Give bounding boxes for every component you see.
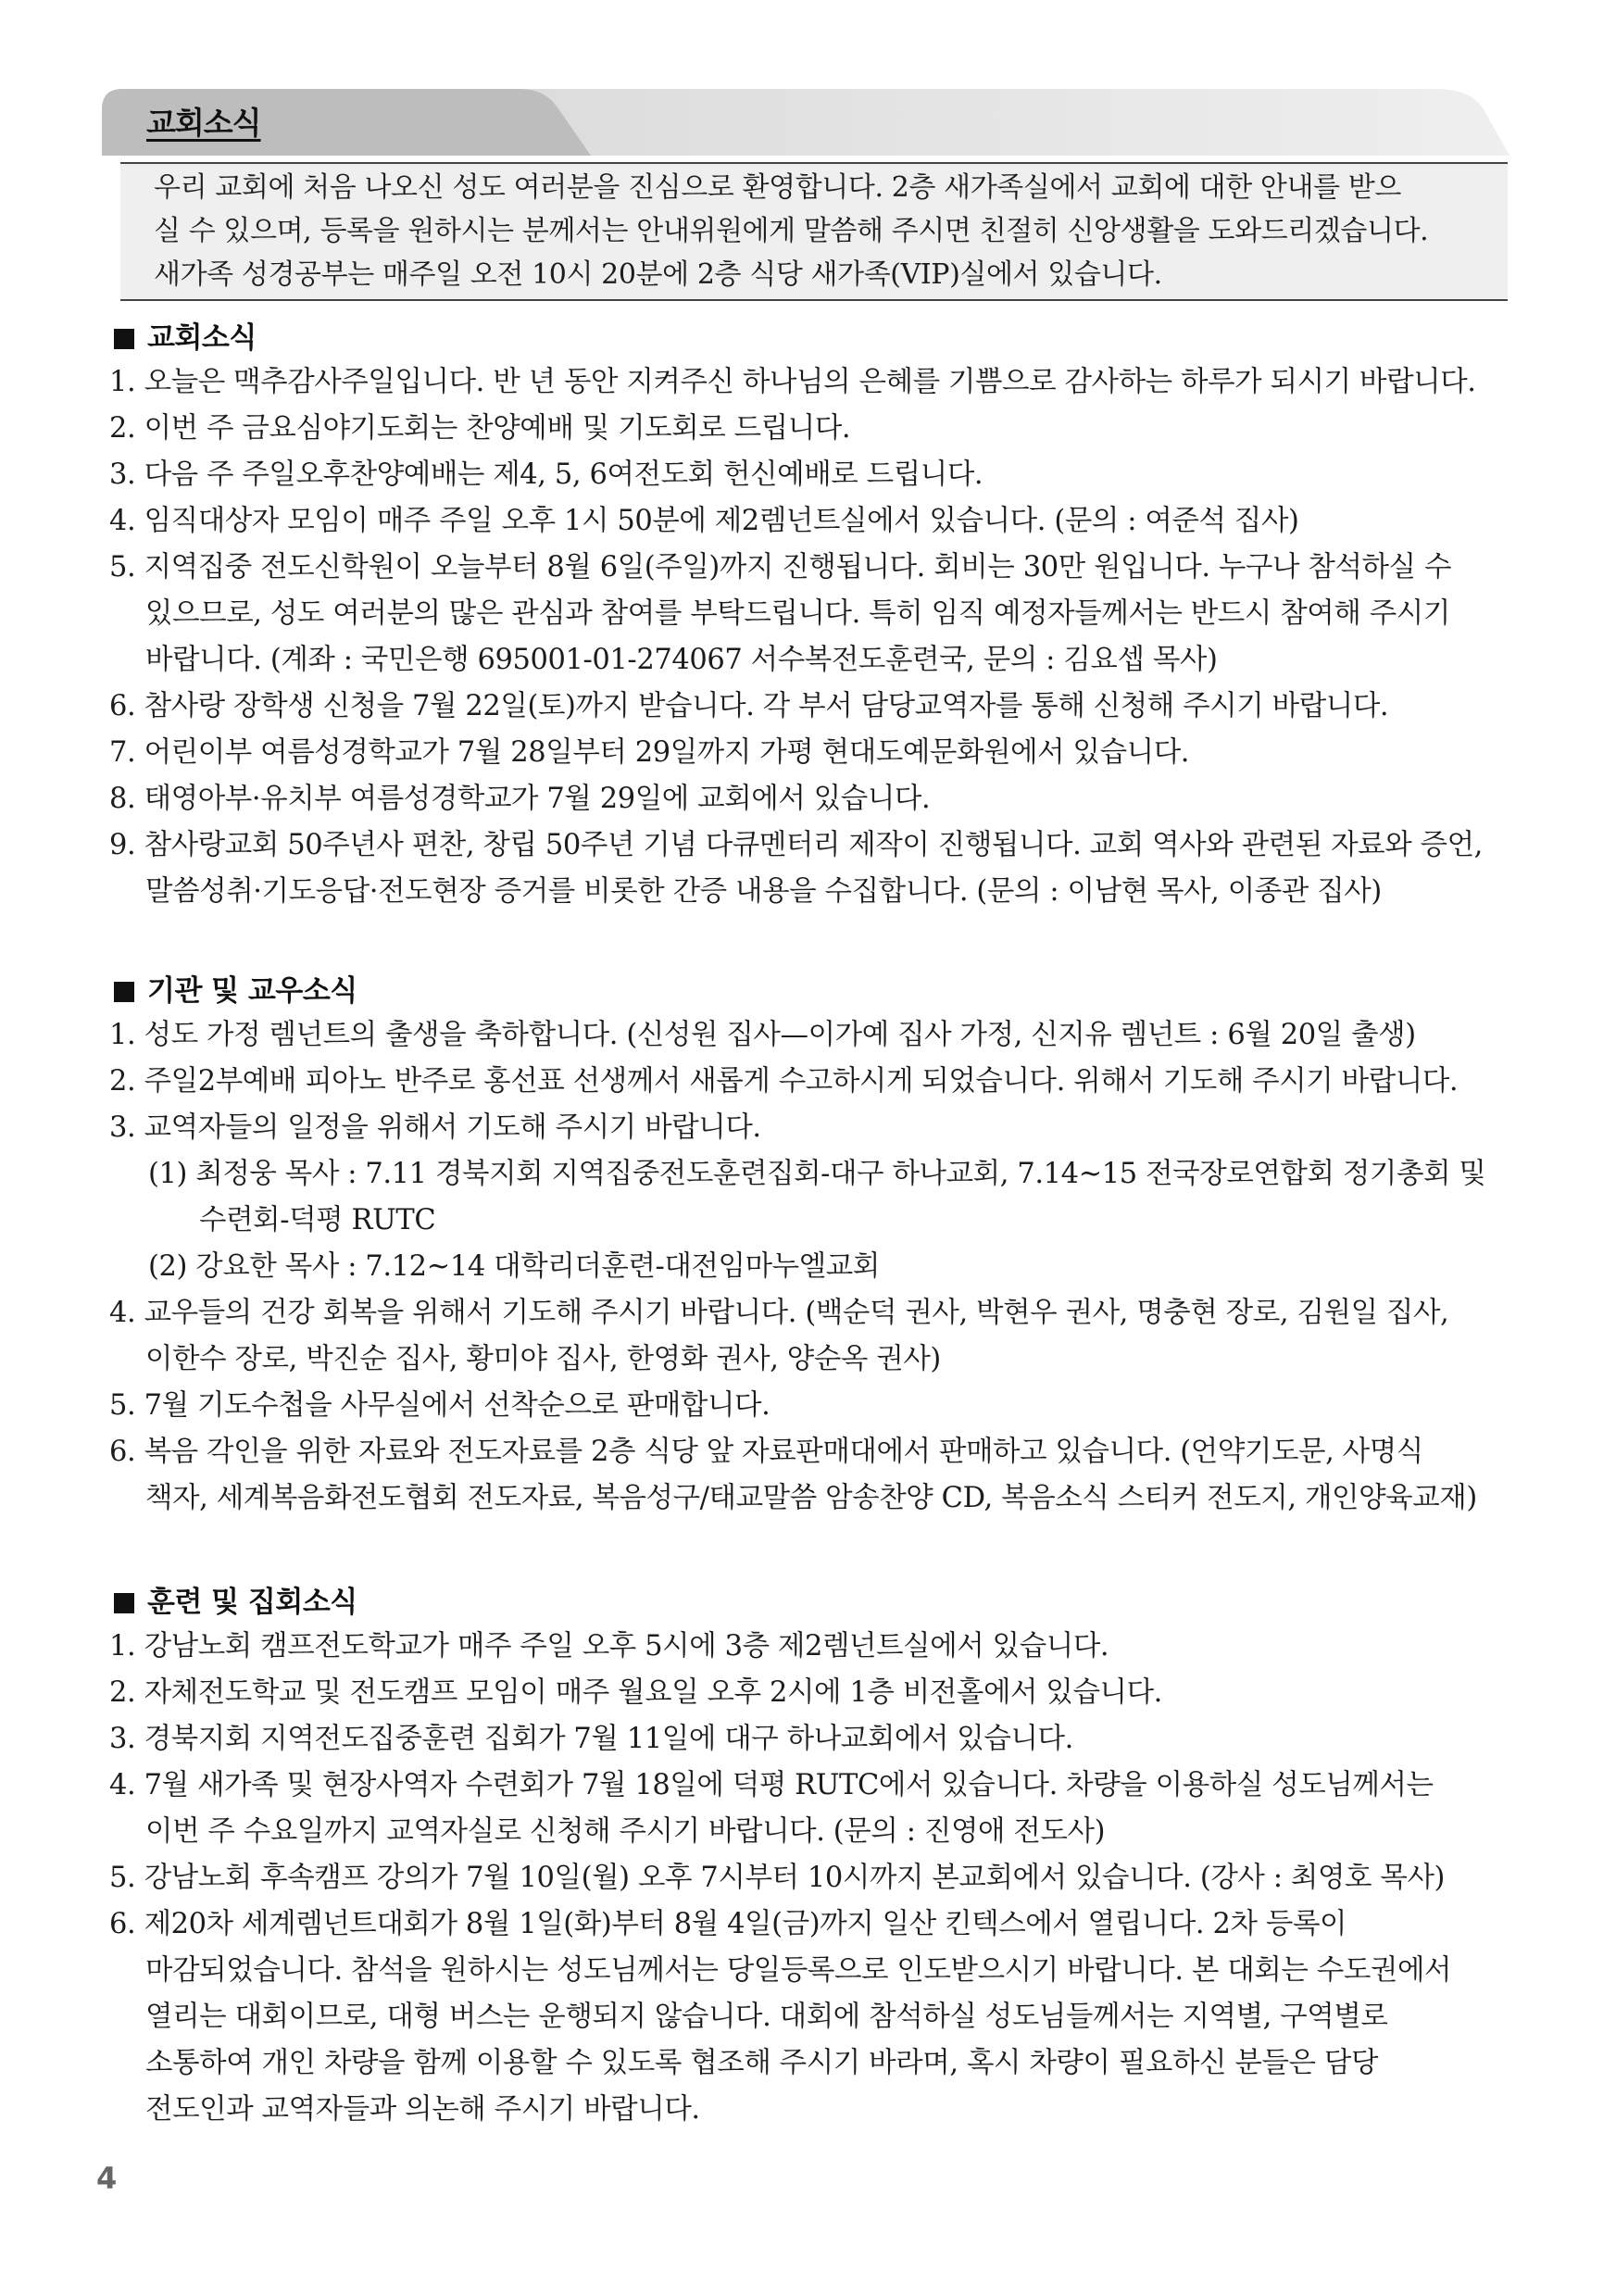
square-bullet-icon: [114, 982, 134, 1002]
section-heading-church-news: [114, 317, 257, 359]
list-item: 4. 7월 새가족 및 현장사역자 수련회가 7월 18일에 덕평 RUTC에서 있습니다. 차량을 이용하실 성도님께서는: [109, 1769, 1434, 1801]
section-heading-training-news: [114, 1581, 357, 1624]
list-item: 5. 강남노회 후속캠프 강의가 7월 10일(월) 오후 7시부터 10시까지 본교회에서 있습니다. (강사 : 최영호 목사): [109, 1862, 1446, 1894]
list-item: 1. 강남노회 캠프전도학교가 매주 주일 오후 5시에 3층 제2렘넌트실에서 있습니다.: [109, 1630, 1109, 1662]
list-item: 2. 주일2부예배 피아노 반주로 홍선표 선생께서 새롭게 수고하시게 되었습니다. 위해서 기도해 주시기 바랍니다.: [109, 1065, 1459, 1098]
list-item: 7. 어린이부 여름성경학교가 7월 28일부터 29일까지 가평 현대도예문화원에서 있습니다.: [109, 736, 1190, 769]
list-item-continuation: 소통하여 개인 차량을 함께 이용할 수 있도록 협조해 주시기 바라며, 혹시 차량이 필요하신 분들은 담당: [145, 2047, 1379, 2079]
list-item-continuation: 말씀성취·기도응답·전도현장 증거를 비롯한 간증 내용을 수집합니다. (문의 : 이남현 목사, 이종관 집사): [145, 875, 1382, 908]
section-heading-label: 훈련 및 집회소식: [147, 1586, 357, 1619]
list-item: 6. 복음 각인을 위한 자료와 전도자료를 2층 식당 앞 자료판매대에서 판매하고 있습니다. (언약기도문, 사명식: [109, 1436, 1423, 1468]
list-item-continuation: 바랍니다. (계좌 : 국민은행 695001-01-274067 서수복전도훈련국, 문의 : 김요셉 목사): [145, 644, 1218, 676]
section-heading-institution-news: [114, 970, 357, 1012]
list-item-continuation: 책자, 세계복음화전도협회 전도자료, 복음성구/태교말씀 암송찬양 CD, 복음소식 스티커 전도지, 개인양육교재): [145, 1482, 1477, 1514]
list-item: 4. 교우들의 건강 회복을 위해서 기도해 주시기 바랍니다. (백순덕 권사, 박현우 권사, 명충현 장로, 김원일 집사,: [109, 1297, 1449, 1329]
welcome-line: 실 수 있으며, 등록을 원하시는 분께서는 안내위원에게 말씀해 주시면 친절히 신앙생활을 도와드리겠습니다.: [154, 215, 1429, 247]
list-item-continuation: 전도인과 교역자들과 의논해 주시기 바랍니다.: [145, 2093, 700, 2126]
section-heading-label: 교회소식: [147, 321, 257, 355]
sub-list-item: (1) 최정웅 목사 : 7.11 경북지회 지역집중전도훈련집회-대구 하나교회, 7.14~15 전국장로연합회 정기총회 및: [148, 1158, 1486, 1190]
header-tab-shape: [102, 89, 1510, 156]
section-heading-label: 기관 및 교우소식: [147, 974, 357, 1008]
list-item: 2. 이번 주 금요심야기도회는 찬양예배 및 기도회로 드립니다.: [109, 412, 851, 445]
welcome-notice-box: [120, 162, 1508, 301]
sub-list-item-continuation: 수련회-덕평 RUTC: [199, 1204, 436, 1236]
list-item: 5. 지역집중 전도신학원이 오늘부터 8월 6일(주일)까지 진행됩니다. 회비는 30만 원입니다. 누구나 참석하실 수: [109, 551, 1452, 583]
list-item: 3. 경북지회 지역전도집중훈련 집회가 7월 11일에 대구 하나교회에서 있습니다.: [109, 1723, 1073, 1755]
list-item: 3. 교역자들의 일정을 위해서 기도해 주시기 바랍니다.: [109, 1111, 761, 1144]
list-item-continuation: 이한수 장로, 박진순 집사, 황미야 집사, 한영화 권사, 양순옥 권사): [145, 1343, 941, 1375]
sub-list-item: (2) 강요한 목사 : 7.12~14 대학리더훈련-대전임마누엘교회: [148, 1250, 880, 1283]
list-item: 6. 참사랑 장학생 신청을 7월 22일(토)까지 받습니다. 각 부서 담당교역자를 통해 신청해 주시기 바랍니다.: [109, 690, 1389, 722]
list-item: 1. 성도 가정 렘넌트의 출생을 축하합니다. (신성원 집사—이가예 집사 가정, 신지유 렘넌트 : 6월 20일 출생): [109, 1019, 1416, 1051]
welcome-line: 우리 교회에 처음 나오신 성도 여러분을 진심으로 환영합니다. 2층 새가족실에서 교회에 대한 안내를 받으: [154, 171, 1401, 204]
list-item: 8. 태영아부·유치부 여름성경학교가 7월 29일에 교회에서 있습니다.: [109, 783, 931, 815]
list-item: 6. 제20차 세계렘넌트대회가 8월 1일(화)부터 8월 4일(금)까지 일산 킨텍스에서 열립니다. 2차 등록이: [109, 1908, 1347, 1940]
square-bullet-icon: [114, 329, 134, 349]
page-title: 교회소식: [146, 105, 261, 141]
list-item: 3. 다음 주 주일오후찬양예배는 제4, 5, 6여전도회 헌신예배로 드립니다.: [109, 458, 983, 491]
welcome-line: 새가족 성경공부는 매주일 오전 10시 20분에 2층 식당 새가족(VIP)실에서 있습니다.: [154, 258, 1162, 291]
list-item-continuation: 마감되었습니다. 참석을 원하시는 성도님께서는 당일등록으로 인도받으시기 바랍니다. 본 대회는 수도권에서: [145, 1954, 1452, 1987]
list-item: 5. 7월 기도수첩을 사무실에서 선착순으로 판매합니다.: [109, 1389, 770, 1422]
list-item: 4. 임직대상자 모임이 매주 주일 오후 1시 50분에 제2렘넌트실에서 있습니다. (문의 : 여준석 집사): [109, 505, 1299, 537]
square-bullet-icon: [114, 1593, 134, 1613]
list-item: 1. 오늘은 맥추감사주일입니다. 반 년 동안 지켜주신 하나님의 은혜를 기쁨으로 감사하는 하루가 되시기 바랍니다.: [109, 366, 1476, 398]
list-item: 2. 자체전도학교 및 전도캠프 모임이 매주 월요일 오후 2시에 1층 비전홀에서 있습니다.: [109, 1676, 1162, 1709]
list-item-continuation: 열리는 대회이므로, 대형 버스는 운행되지 않습니다. 대회에 참석하실 성도님들께서는 지역별, 구역별로: [145, 2001, 1388, 2033]
list-item-continuation: 있으므로, 성도 여러분의 많은 관심과 참여를 부탁드립니다. 특히 임직 예정자들께서는 반드시 참여해 주시기: [145, 597, 1450, 630]
list-item-continuation: 이번 주 수요일까지 교역자실로 신청해 주시기 바랍니다. (문의 : 진영애 전도사): [145, 1815, 1106, 1848]
section-header-tab: [102, 89, 1510, 156]
page-number: 4: [96, 2161, 118, 2196]
list-item: 9. 참사랑교회 50주년사 편찬, 창립 50주년 기념 다큐멘터리 제작이 진행됩니다. 교회 역사와 관련된 자료와 증언,: [109, 829, 1483, 861]
